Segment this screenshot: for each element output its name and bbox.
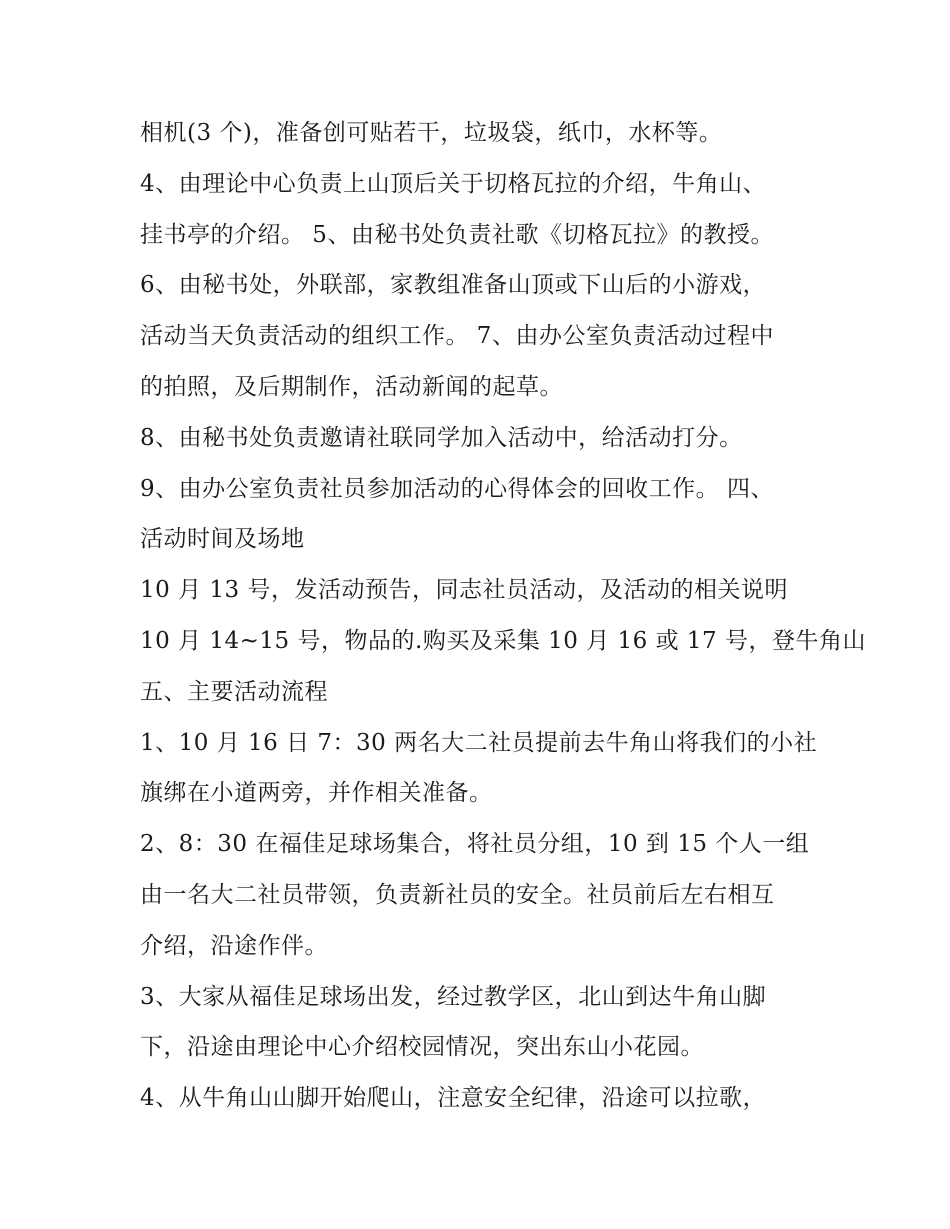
text-line: 6、由秘书处，外联部，家教组准备山顶或下山后的小游戏， bbox=[140, 272, 767, 299]
document-body bbox=[140, 108, 866, 1124]
text-line: 相机(3 个)，准备创可贴若干，垃圾袋，纸巾，水杯等。 bbox=[140, 120, 723, 146]
text-line: 挂书亭的介绍。 5、由秘书处负责社歌《切格瓦拉》的教授。 bbox=[140, 221, 774, 248]
text-line: 的拍照，及后期制作，活动新闻的起草。 bbox=[140, 373, 563, 400]
text-line: 下，沿途由理论中心介绍校园情况，突出东山小花园。 bbox=[140, 1034, 704, 1061]
text-line: 五、主要活动流程 bbox=[140, 678, 328, 705]
text-line: 9、由办公室负责社员参加活动的心得体会的回收工作。 四、 bbox=[140, 475, 774, 502]
text-line: 10 月 14~15 号，物品的.购买及采集 10 月 16 或 17 号，登牛角山 bbox=[140, 627, 866, 654]
text-line: 2、8：30 在福佳足球场集合，将社员分组，10 到 15 个人一组 bbox=[140, 831, 810, 858]
text-line: 4、从牛角山山脚开始爬山，注意安全纪律，沿途可以拉歌， bbox=[140, 1085, 767, 1112]
text-line: 由一名大二社员带领，负责新社员的安全。社员前后左右相互 bbox=[140, 881, 775, 908]
text-line: 活动当天负责活动的组织工作。 7、由办公室负责活动过程中 bbox=[140, 323, 774, 350]
text-line: 旗绑在小道两旁，并作相关准备。 bbox=[140, 780, 493, 807]
text-line: 8、由秘书处负责邀请社联同学加入活动中，给活动打分。 bbox=[140, 424, 743, 451]
text-line: 1、10 月 16 日 7：30 两名大二社员提前去牛角山将我们的小社 bbox=[140, 729, 818, 756]
text-line: 活动时间及场地 bbox=[140, 526, 305, 553]
text-line: 10 月 13 号，发活动预告，同志社员活动，及活动的相关说明 bbox=[140, 577, 788, 604]
text-line: 3、大家从福佳足球场出发，经过教学区，北山到达牛角山脚 bbox=[140, 983, 767, 1010]
text-line: 介绍，沿途作伴。 bbox=[140, 932, 328, 959]
text-line: 4、由理论中心负责上山顶后关于切格瓦拉的介绍，牛角山、 bbox=[140, 170, 767, 197]
